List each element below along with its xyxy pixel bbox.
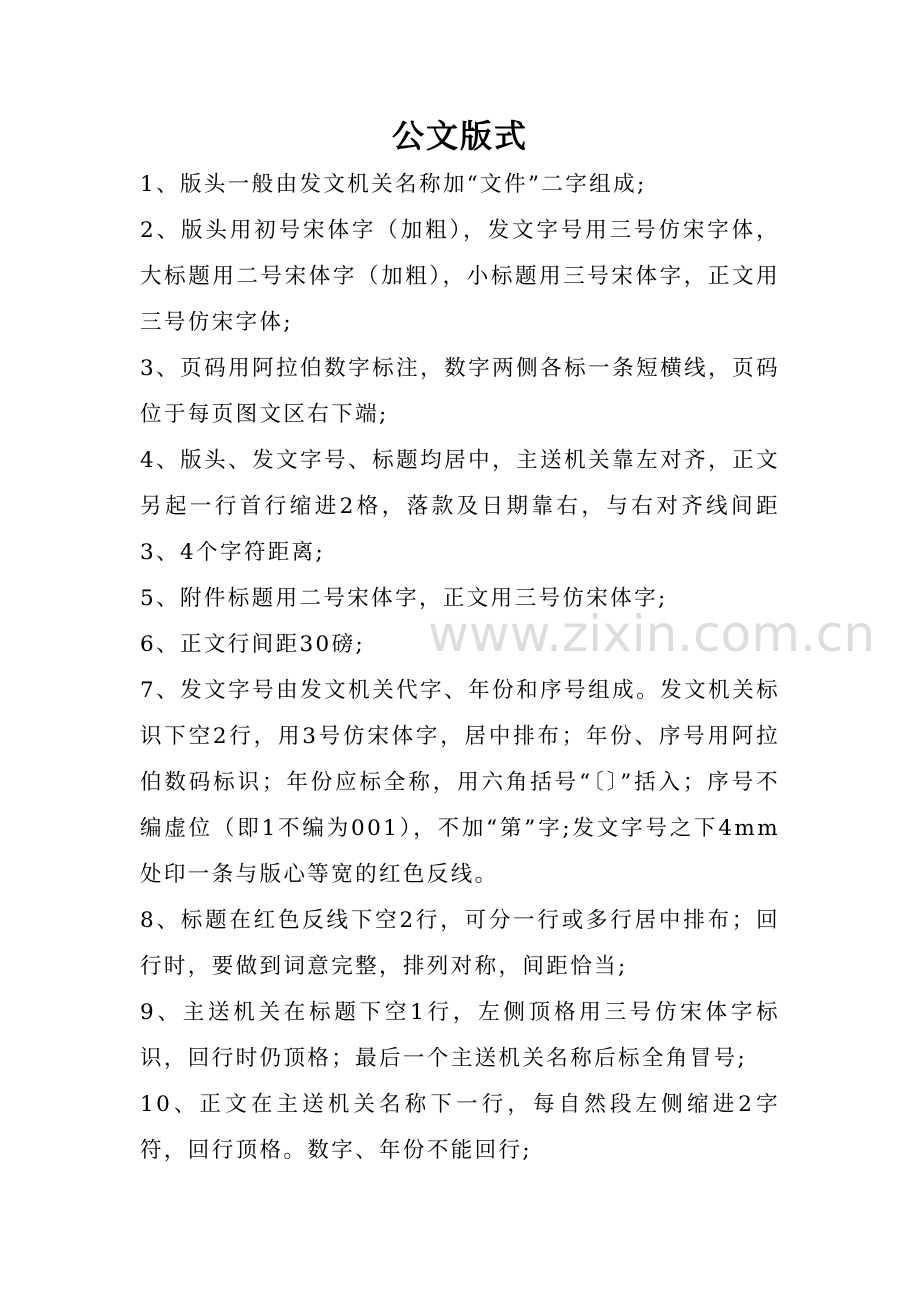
paragraph-6: 6、正文行间距30磅; bbox=[140, 632, 366, 657]
paragraph-7: 7、发文字号由发文机关代字、年份和序号组成。发文机关标识下空2行，用3号仿宋体字，居中排布；年份、序号用阿拉伯数码标识；年份应标全称，用六角括号“〔〕”括入；序号不编虚位（即1不编为001），不加“第”字;发文字号之下4mm处印一条与版心等宽的红色反线。 bbox=[140, 678, 780, 887]
document-title: 公文版式 bbox=[391, 117, 528, 155]
site-watermark: www.zixin.com.cn bbox=[428, 605, 876, 663]
paragraph-1: 1、版头一般由发文机关名称加“文件”二字组成; bbox=[140, 172, 647, 197]
paragraph-10: 10、正文在主送机关名称下一行，每自然段左侧缩进2字符，回行顶格。数字、年份不能回行; bbox=[140, 1092, 780, 1163]
paragraph-4: 4、版头、发文字号、标题均居中，主送机关靠左对齐，正文另起一行首行缩进2格，落款及日期靠右，与右对齐线间距3、4个字符距离; bbox=[140, 448, 780, 565]
paragraph-8: 8、标题在红色反线下空2行，可分一行或多行居中排布；回行时，要做到词意完整，排列对称，间距恰当; bbox=[140, 908, 780, 979]
paragraph-5: 5、附件标题用二号宋体字，正文用三号仿宋体字; bbox=[140, 586, 668, 611]
paragraph-2: 2、版头用初号宋体字（加粗），发文字号用三号仿宋字体，大标题用二号宋体字（加粗），小标题用三号宋体字，正文用三号仿宋字体; bbox=[140, 218, 780, 335]
paragraph-9: 9、主送机关在标题下空1行，左侧顶格用三号仿宋体字标识，回行时仍顶格；最后一个主送机关名称后标全角冒号; bbox=[140, 1000, 780, 1071]
document-body bbox=[140, 162, 780, 1174]
paragraph-3: 3、页码用阿拉伯数字标注，数字两侧各标一条短横线，页码位于每页图文区右下端; bbox=[140, 356, 780, 427]
